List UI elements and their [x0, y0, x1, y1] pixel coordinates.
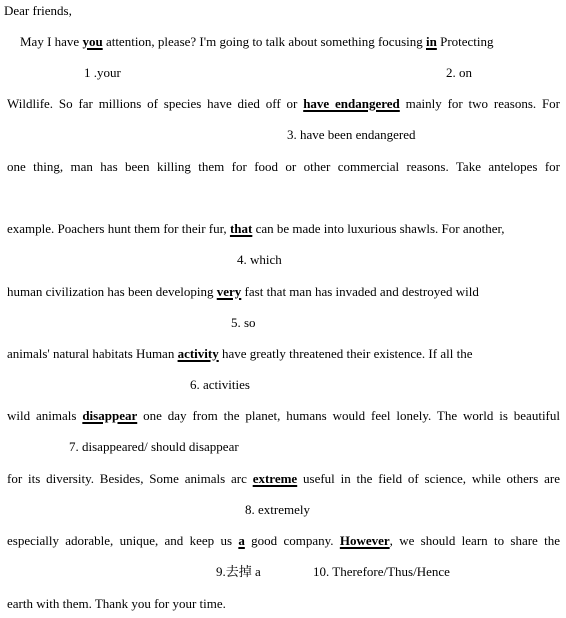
text-segment: May I have — [20, 34, 83, 49]
text-segment: wild animals — [7, 408, 83, 423]
text-segment: Wildlife. So far millions of species have died off or — [7, 96, 304, 111]
passage-line-9 — [7, 532, 560, 549]
text-segment: mainly for two reasons. For — [399, 96, 561, 111]
error-word-disappear: disappear — [82, 408, 138, 423]
error-word-you: you — [82, 34, 103, 49]
passage-line-1 — [20, 33, 494, 50]
text-segment: have greatly threatened their existence. If all the — [218, 346, 473, 361]
correction-6: 6. activities — [190, 377, 250, 392]
passage-line-10 — [7, 595, 226, 612]
error-word-extreme: extreme — [252, 471, 298, 486]
error-word-however: However — [339, 533, 390, 548]
text-segment: good company. — [244, 533, 340, 548]
text-segment: earth with them. Thank you for your time. — [7, 596, 226, 611]
passage-line-5 — [7, 283, 479, 300]
correction-2: 2. on — [446, 65, 472, 80]
text-segment: animals' natural habitats Human — [7, 346, 178, 361]
correction-5: 5. so — [231, 315, 256, 330]
error-word-in: in — [426, 34, 437, 49]
text-segment: one thing, man has been killing them for food or other commercial reasons. Take antelopes for — [7, 159, 560, 174]
text-segment: one day from the planet, humans would feel lonely. The world is beautiful — [137, 408, 560, 423]
text-segment: attention, please? I'm going to talk about something focusing — [102, 34, 426, 49]
text-segment: useful in the field of science, while others are — [297, 471, 561, 486]
correction-4: 4. which — [237, 252, 282, 267]
correction-3: 3. have been endangered — [287, 127, 416, 142]
text-segment: human civilization has been developing — [7, 284, 217, 299]
text-segment: , we should learn to share the — [389, 533, 561, 548]
greeting: Dear friends, — [4, 3, 72, 18]
error-word-that: that — [229, 221, 253, 236]
text-segment: Protecting — [436, 34, 494, 49]
correction-10: 10. Therefore/Thus/Hence — [313, 564, 450, 579]
passage-line-6 — [7, 345, 472, 362]
error-word-have-endangered: have endangered — [303, 96, 400, 111]
passage-line-3 — [7, 158, 560, 175]
correction-9: 9.去掉 a — [216, 564, 261, 579]
passage-line-8 — [7, 470, 560, 487]
passage-line-7 — [7, 407, 560, 424]
error-word-very: very — [216, 284, 242, 299]
correction-7: 7. disappeared/ should disappear — [69, 439, 239, 454]
text-segment: especially adorable, unique, and keep us — [7, 533, 239, 548]
passage-line-2 — [7, 95, 560, 112]
text-segment: fast that man has invaded and destroyed wild — [241, 284, 479, 299]
text-segment: can be made into luxurious shawls. For another, — [252, 221, 505, 236]
correction-1: 1 .your — [84, 65, 121, 80]
text-segment: example. Poachers hunt them for their fur, — [7, 221, 230, 236]
error-word-a: a — [238, 533, 245, 548]
error-word-activity: activity — [177, 346, 219, 361]
text-segment: for its diversity. Besides, Some animals arc — [7, 471, 253, 486]
correction-8: 8. extremely — [245, 502, 310, 517]
passage-line-4 — [7, 220, 505, 237]
